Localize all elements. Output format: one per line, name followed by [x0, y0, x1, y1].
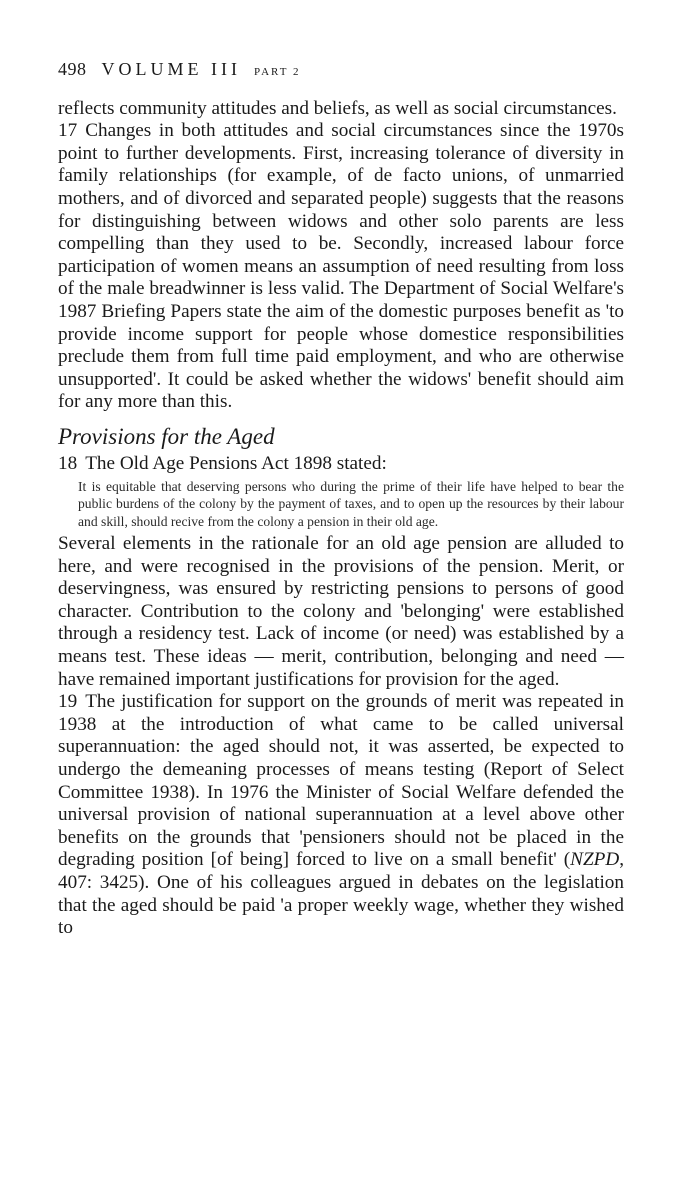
paragraph-18-intro: [58, 453, 624, 476]
paragraph-text-b: , 407: 3425). One of his colleagues argued in debates on the legislation that the aged should be paid 'a proper weekly wage, whether they wished to: [58, 849, 624, 939]
paragraph-continuation: reflects community attitudes and beliefs, as well as social circumstances.: [58, 97, 617, 119]
paragraph-number: 18: [58, 452, 78, 474]
page-number: 498: [58, 59, 87, 79]
running-head: [58, 58, 624, 84]
citation: NZPD: [570, 849, 620, 871]
block-quote: It is equitable that deserving persons who during the prime of their life have helped to bear the public burdens of the colony by the payment of taxes, and to open up the resources by their labour and skill, should recive from the colony a pension in their old age.: [78, 478, 624, 529]
paragraph-17: [58, 120, 624, 414]
paragraph-number: 19: [58, 691, 78, 713]
paragraph-text: Changes in both attitudes and social circumstances since the 1970s point to further developments. First, increasing tolerance of diversity in family relationships (for example, of de facto unions, of unmarried mothers, and of divorced and separated people) suggests that the reasons for distinguishing between widows and other solo parents are less compelling than they used to be. Secondly, increased labour force participation of women means an assumption of need resulting from loss of the male breadwinner is less valid. The Department of Social Welfare's 1987 Briefing Papers state the aim of the domestic purposes benefit as 'to provide income support for people whose domestice responsibilities preclude them from full time paid employment, and who are otherwise unsupported'. It could be asked whether the widows' benefit should aim for any more than this.: [58, 120, 624, 413]
section-heading: Provisions for the Aged: [58, 423, 275, 449]
paragraph-text: The Old Age Pensions Act 1898 stated:: [85, 452, 387, 474]
paragraph-text-a: The justification for support on the grounds of merit was repeated in 1938 at the introduction of what came to be called universal superannuation: the aged should not, it was asserted, be expected to undergo the demeaning processes of means testing (Report of Select Committee 1938). In 1976 the Minister of Social Welfare defended the universal provision of national superannuation at a level above other benefits on the grounds that 'pensioners should not be placed in the degrading position [of being] forced to live on a small benefit' (: [58, 691, 624, 871]
paragraph-number: 17: [58, 120, 78, 142]
paragraph-18-body: Several elements in the rationale for an old age pension are alluded to here, and were recognised in the provisions of the pension. Merit, or deservingness, was ensured by restricting pensions to persons of good character. Contribution to the colony and 'belonging' were established through a residency test. Lack of income (or need) was established by a means test. These ideas — merit, contribution, belonging and need — have remained important justifications for provision for the aged.: [58, 533, 624, 690]
paragraph-19: [58, 691, 624, 940]
volume-label: VOLUME III: [101, 59, 241, 79]
part-label: PART 2: [253, 66, 301, 78]
document-page: [58, 58, 624, 940]
